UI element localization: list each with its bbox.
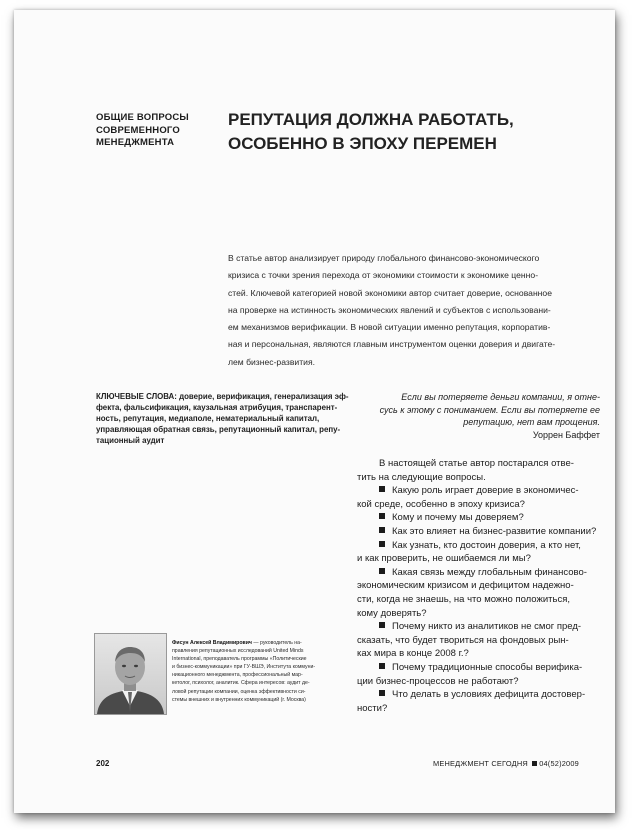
title-line: РЕПУТАЦИЯ ДОЛЖНА РАБОТАТЬ, xyxy=(228,110,514,129)
bullet-item-line xyxy=(357,566,607,580)
body-line xyxy=(357,607,607,621)
bio-line: кетолог, психолог, аналитик. Сфера интересов: аудит де- xyxy=(172,680,310,687)
body-line-text: тить на следующие вопросы. xyxy=(357,471,486,483)
square-bullet-icon xyxy=(379,513,385,519)
body-line xyxy=(357,552,607,566)
epigraph-line: сусь к этому с пониманием. Если вы потеряете ее xyxy=(379,404,600,415)
bullet-item-line xyxy=(357,688,607,702)
bullet-item-line xyxy=(357,620,607,634)
body-line-text: ции бизнес-процессов не работают? xyxy=(357,675,519,687)
body-line-text: Почему никто из аналитиков не смог пред- xyxy=(392,621,582,633)
body-line-text: Что делать в условиях дефицита достовер- xyxy=(392,689,586,701)
body-line-text: сти, когда не знаешь, на что можно положиться, xyxy=(357,593,570,605)
rubric-line: ОБЩИЕ ВОПРОСЫ xyxy=(96,112,189,123)
body-text xyxy=(357,457,607,715)
keywords-line: тационный аудит xyxy=(96,435,165,445)
square-bullet-icon xyxy=(379,622,385,628)
body-line-text: Почему традиционные способы верифика- xyxy=(392,661,583,673)
body-line-text: В настоящей статье автор постарался отве- xyxy=(379,458,574,469)
body-line-text: Какую роль играет доверие в экономичес- xyxy=(392,485,579,497)
keywords-line: ность, репутация, медиаполе, нематериальный капитал, xyxy=(96,413,320,423)
author-bio xyxy=(172,639,360,704)
bullet-item-line xyxy=(357,511,607,525)
body-line xyxy=(357,498,607,512)
square-bullet-icon xyxy=(379,690,385,696)
abstract-line: кризиса с точки зрения перехода от экономики стоимости к экономике ценно- xyxy=(228,270,539,281)
abstract-line: стей. Ключевой категорией новой экономики автор считает доверие, основанное xyxy=(228,287,552,298)
author-portrait-image xyxy=(95,634,166,714)
body-line xyxy=(357,579,607,593)
bio-first-line xyxy=(172,639,360,647)
square-bullet-icon xyxy=(379,568,385,574)
bio-line: стемы внешних и внутренних коммуникаций (г. Москва) xyxy=(172,696,306,703)
epigraph-line: репутацию, нет вам прощения. xyxy=(463,417,600,428)
journal-footer xyxy=(433,759,579,768)
body-line xyxy=(357,593,607,607)
body-line-text: кому доверять? xyxy=(357,607,427,619)
article-title xyxy=(228,108,588,156)
body-line-text: сказать, что будет твориться на фондовых рын- xyxy=(357,634,569,646)
author-name: Фисун Алексей Владимирович xyxy=(172,640,252,646)
keywords-block xyxy=(96,392,349,447)
body-line-text: ках мира в конце 2008 г.? xyxy=(357,648,469,660)
bio-text: — руководитель на- xyxy=(251,640,302,646)
bullet-item-line xyxy=(357,539,607,553)
rubric-line: МЕНЕДЖМЕНТА xyxy=(96,137,175,148)
square-bullet-icon xyxy=(379,663,385,669)
body-line-text: кой среде, особенно в эпоху кризиса? xyxy=(357,498,525,510)
body-line xyxy=(357,471,607,485)
body-line xyxy=(357,702,607,716)
epigraph-line: Если вы потеряете деньги компании, я отне- xyxy=(401,392,600,402)
section-rubric xyxy=(96,112,206,150)
body-line xyxy=(357,647,607,661)
bio-line: International, преподаватель программы «Политические xyxy=(172,656,307,663)
square-bullet-icon xyxy=(379,527,385,533)
bio-line: никационного менеджмента, профессиональный мар- xyxy=(172,672,303,679)
magazine-page xyxy=(14,10,615,813)
bio-line: ловой репутации компании, оценка эффективности си- xyxy=(172,688,306,695)
bullet-item-line xyxy=(357,661,607,675)
abstract-line: ная и персональная, являются главным инструментом оценки доверия и двигате- xyxy=(228,339,556,350)
body-line-text: Как узнать, кто достоин доверия, а кто нет, xyxy=(392,539,581,551)
body-line xyxy=(357,457,607,471)
body-line-text: Кому и почему мы доверяем? xyxy=(392,512,524,524)
keywords-line: фекта, фальсификация, каузальная атрибуция, транспарент- xyxy=(96,402,338,412)
abstract-line: на проверке на истинность экономических явлений и субъектов с использовани- xyxy=(228,304,551,315)
body-line-text: Какая связь между глобальным финансово- xyxy=(392,566,587,578)
body-line-text: Как это влияет на бизнес-развитие компании? xyxy=(392,525,597,537)
square-bullet-icon xyxy=(379,486,385,492)
abstract-line: ем механизмов верификации. В новой ситуации именно репутация, корпоратив- xyxy=(228,322,551,333)
epigraph-author: Уоррен Баффет xyxy=(532,429,600,440)
body-line-text: экономическим кризисом и дефицитом надежно- xyxy=(357,580,574,592)
bio-line: и бизнес-коммуникации» при ГУ-ВШЭ, Института коммуни- xyxy=(172,664,316,671)
epigraph xyxy=(374,391,600,441)
keywords-line: управляющая обратная связь, репутационный капитал, репу- xyxy=(96,424,341,434)
rubric-line: СОВРЕМЕННОГО xyxy=(96,124,180,136)
body-line xyxy=(357,675,607,689)
body-line-text: ности? xyxy=(357,702,388,714)
abstract-line: лем бизнес-развития. xyxy=(228,356,315,367)
journal-issue: 04(52)2009 xyxy=(539,759,579,768)
body-line-text: и как проверить, не ошибаемся ли мы? xyxy=(357,553,531,565)
abstract-line: В статье автор анализирует природу глобального финансово-экономического xyxy=(228,253,540,263)
bullet-item-line xyxy=(357,525,607,539)
page-number: 202 xyxy=(96,759,110,768)
body-line xyxy=(357,634,607,648)
bullet-item-line xyxy=(357,484,607,498)
article-abstract xyxy=(228,250,602,371)
title-line: ОСОБЕННО В ЭПОХУ ПЕРЕМЕН xyxy=(228,134,497,153)
square-bullet-icon xyxy=(532,761,537,766)
bio-line: правления репутационных исследований United Minds xyxy=(172,648,304,655)
square-bullet-icon xyxy=(379,541,385,547)
keywords-line: КЛЮЧЕВЫЕ СЛОВА: доверие, верификация, генерализация эф- xyxy=(96,392,349,401)
journal-name: МЕНЕДЖМЕНТ СЕГОДНЯ xyxy=(433,759,528,768)
author-photo xyxy=(94,633,167,715)
